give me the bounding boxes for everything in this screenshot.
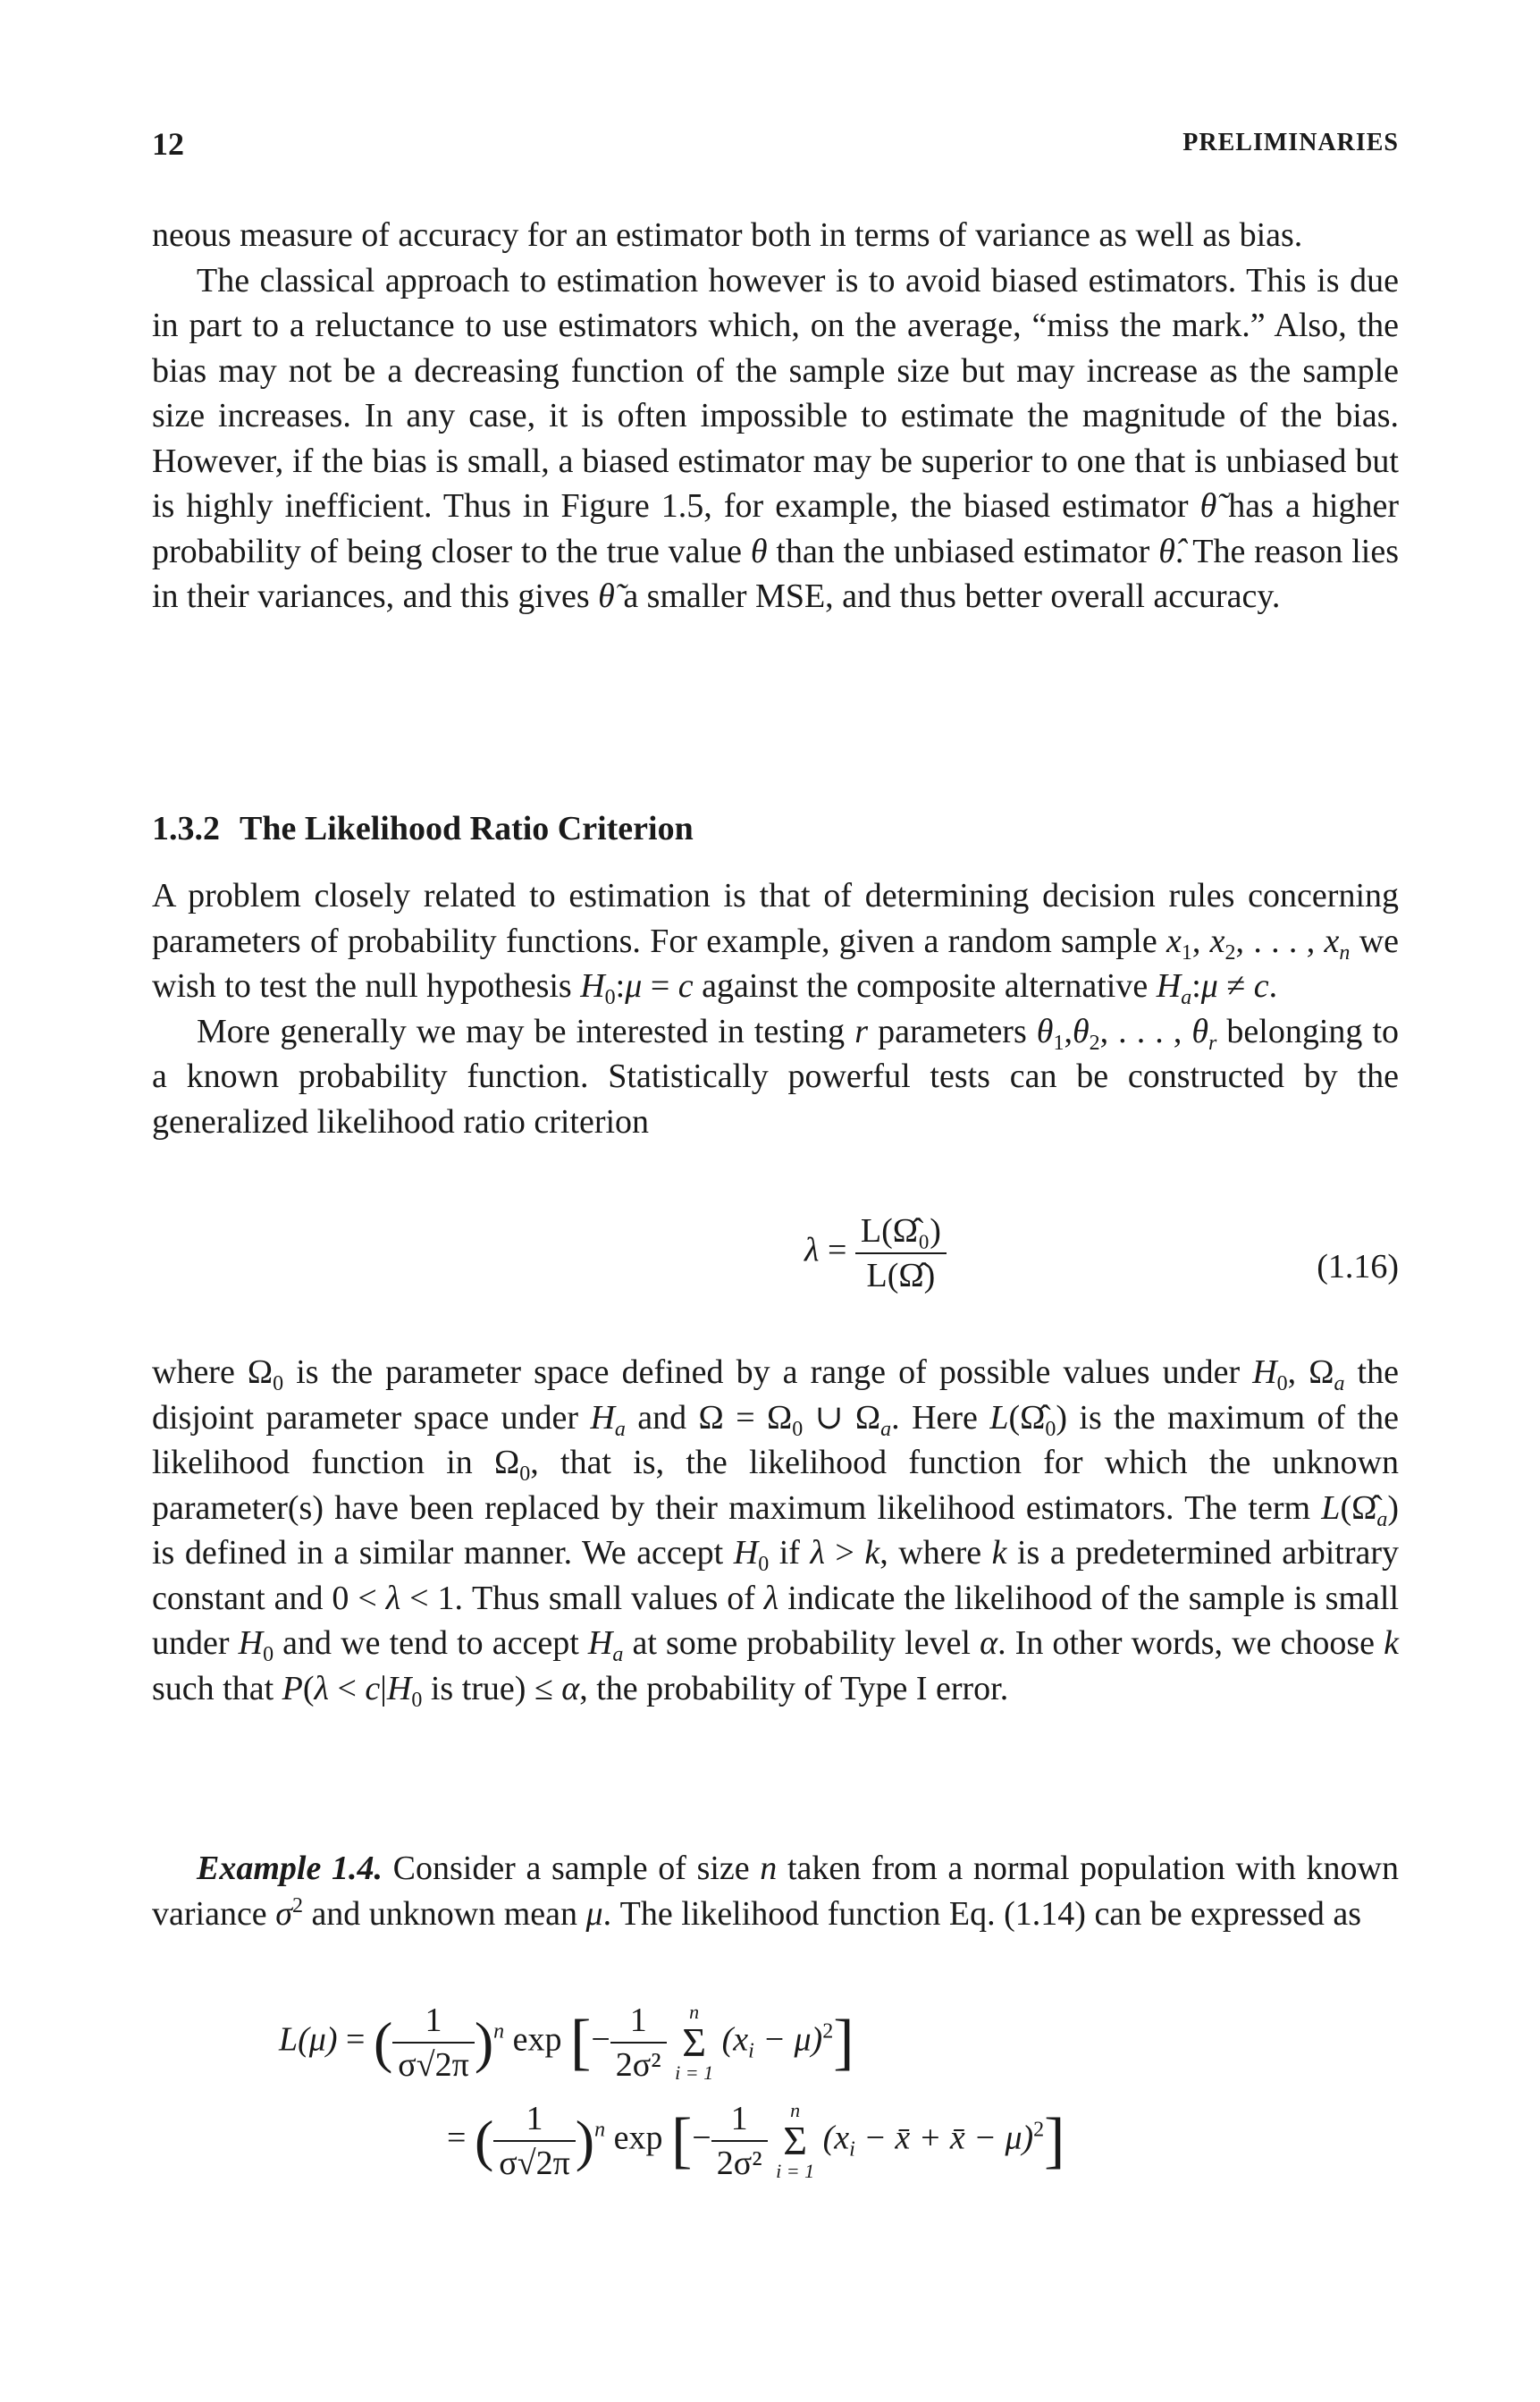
sum-upper-limit-2: n (790, 2099, 801, 2121)
equation-number: (1.16) (1317, 1248, 1399, 1285)
sum-lower-limit-2: i = 1 (776, 2160, 815, 2182)
example-paragraph (152, 1846, 1399, 1936)
minus-sign-2: − (692, 2119, 711, 2157)
minus-sign: − (591, 2020, 610, 2059)
summation-2 (776, 2101, 814, 2181)
open-bracket-2: [ (670, 2106, 693, 2175)
open-bracket: [ (570, 2008, 592, 2077)
power-n: n (493, 2019, 505, 2044)
inner-denominator-2: 2σ² (716, 2145, 762, 2182)
section-title: The Likelihood Ratio Criterion (240, 810, 694, 847)
power-n-2: n (594, 2118, 606, 2142)
section-heading (152, 809, 694, 848)
inner-fraction (610, 2001, 667, 2085)
close-bracket: ] (833, 2008, 854, 2077)
section-paragraphs (152, 873, 1399, 1144)
ratio-numerator: L(Ω̂₀) (855, 1211, 947, 1254)
square-2: 2 (1033, 2118, 1045, 2142)
term-1-subscript: i (748, 2039, 754, 2063)
paragraph-3: A problem closely related to estimation is that of determining decision rules concerning parameters of probability functions. For example, given a random sample $x_1$, $x_2$, . . . , $x_n$ we wish to test the null hypothesis $H_0:\mu = c$ against the composite alternative $H_a:\mu \ne c$. (152, 877, 1399, 1009)
likelihood-ratio-fraction (855, 1211, 947, 1295)
paragraph-4: More generally we may be interested in testing r parameters $\theta_1,\theta_2$, . . . , $\theta_r$ belonging to a known probability function. Statistically powerful tests can be constructed by the generalized likelihood ratio criterion (152, 1012, 1400, 1141)
intro-paragraphs (152, 213, 1399, 619)
sum-lower-limit: i = 1 (675, 2061, 714, 2084)
factor-numerator: 1 (392, 2001, 475, 2044)
factor-denominator-2: σ√2π (499, 2145, 570, 2182)
likelihood-line-2 (447, 2099, 1065, 2183)
term-2-rest: − x̄ + x̄ − μ) (854, 2119, 1034, 2157)
close-paren: ) (474, 2010, 494, 2074)
example-label: Example 1.4. (197, 1850, 383, 1887)
equals-sign: = (827, 1231, 847, 1269)
page-number: 12 (152, 126, 184, 162)
factor-numerator-2: 1 (493, 2099, 576, 2142)
term-1: (x (721, 2020, 749, 2059)
paragraph-1: neous measure of accuracy for an estimator both in terms of variance as well as bias. (152, 216, 1303, 254)
close-paren-2: ) (575, 2109, 595, 2172)
inner-fraction-2 (711, 2099, 768, 2183)
inner-denominator: 2σ² (615, 2046, 661, 2084)
open-paren-2: ( (474, 2109, 494, 2172)
inner-numerator-2: 1 (711, 2099, 768, 2142)
sum-upper-limit: n (689, 2001, 700, 2023)
summation (675, 2002, 713, 2083)
exp-function-2: exp (613, 2119, 663, 2157)
factor-denominator: σ√2π (398, 2046, 469, 2084)
paragraph-2: The classical approach to estimation however is to avoid biased estimators. This is due in part to a reluctance to use estimators which, on the average, “miss the mark.” Also, the bias may not be a decreasing function of the sample size but may increase as the sample size increases. In any case, it is often impossible to estimate the magnitude of the bias. However, if the bias is small, a biased estimator may be superior to one that is unbiased but is highly inefficient. Thus in Figure 1.5, for example, the biased estimator θ̃ has a higher probability of being closer to the true value θ than the unbiased estimator θ̂. The reason lies in their variances, and this gives θ̃ a smaller MSE, and thus better overall accuracy. (152, 261, 1399, 615)
sum-symbol-2: Σ (783, 2118, 807, 2163)
definition-paragraph (152, 1350, 1399, 1711)
factor-fraction-2 (493, 2099, 576, 2183)
open-paren: ( (373, 2010, 393, 2074)
likelihood-lhs: L(μ) (279, 2020, 338, 2059)
equals-sign-2: = (447, 2119, 467, 2157)
exp-function: exp (512, 2020, 562, 2059)
equals-sign-1: = (346, 2020, 366, 2059)
page-header (152, 125, 1399, 170)
square-1: 2 (822, 2019, 834, 2044)
term-2: (x (822, 2119, 850, 2157)
close-bracket-2: ] (1044, 2106, 1065, 2175)
factor-fraction (392, 2001, 475, 2085)
lambda-symbol: λ (804, 1231, 820, 1269)
running-head: PRELIMINARIES (1182, 129, 1399, 156)
section-number: 1.3.2 (152, 810, 220, 847)
inner-numerator: 1 (610, 2001, 667, 2044)
term-2-subscript: i (849, 2137, 855, 2162)
sum-symbol: Σ (682, 2019, 707, 2065)
term-1-rest: − μ) (753, 2020, 823, 2059)
paragraph-6: Example 1.4. Consider a sample of size n taken from a normal population with known variance $\sigma^2$ and unknown mean μ. The likelihood function Eq. (1.14) can be expressed as (152, 1850, 1400, 1933)
likelihood-line-1 (279, 2001, 854, 2085)
paragraph-5: where $\Omega_0$ is the parameter space defined by a range of possible values under $H_0$, $\Omega_a$ the disjoint parameter space under $H_a$ and $\Omega = \Omega_0$ ∪ $\Omega_a$. Here $L(\Omegâ_0)$ is the maximum of the likelihood function in $\Omega_0$, that is, the likelihood function for which the unknown parameter(s) have been replaced by their maximum likelihood estimators. The term $L(\Omegâ_a)$ is defined in a similar manner. We accept $H_0$ if λ > k, where k is a predetermined arbitrary constant and 0 < λ < 1. Thus small values of λ indicate the likelihood of the sample is small under $H_0$ and we tend to accept $H_a$ at some probability level α. In other words, we choose k such that $P(\lambda < c|H_0$ is true) ≤ α, the probability of Type I error. (152, 1353, 1400, 1712)
ratio-denominator: L(Ω̂) (866, 1257, 936, 1294)
